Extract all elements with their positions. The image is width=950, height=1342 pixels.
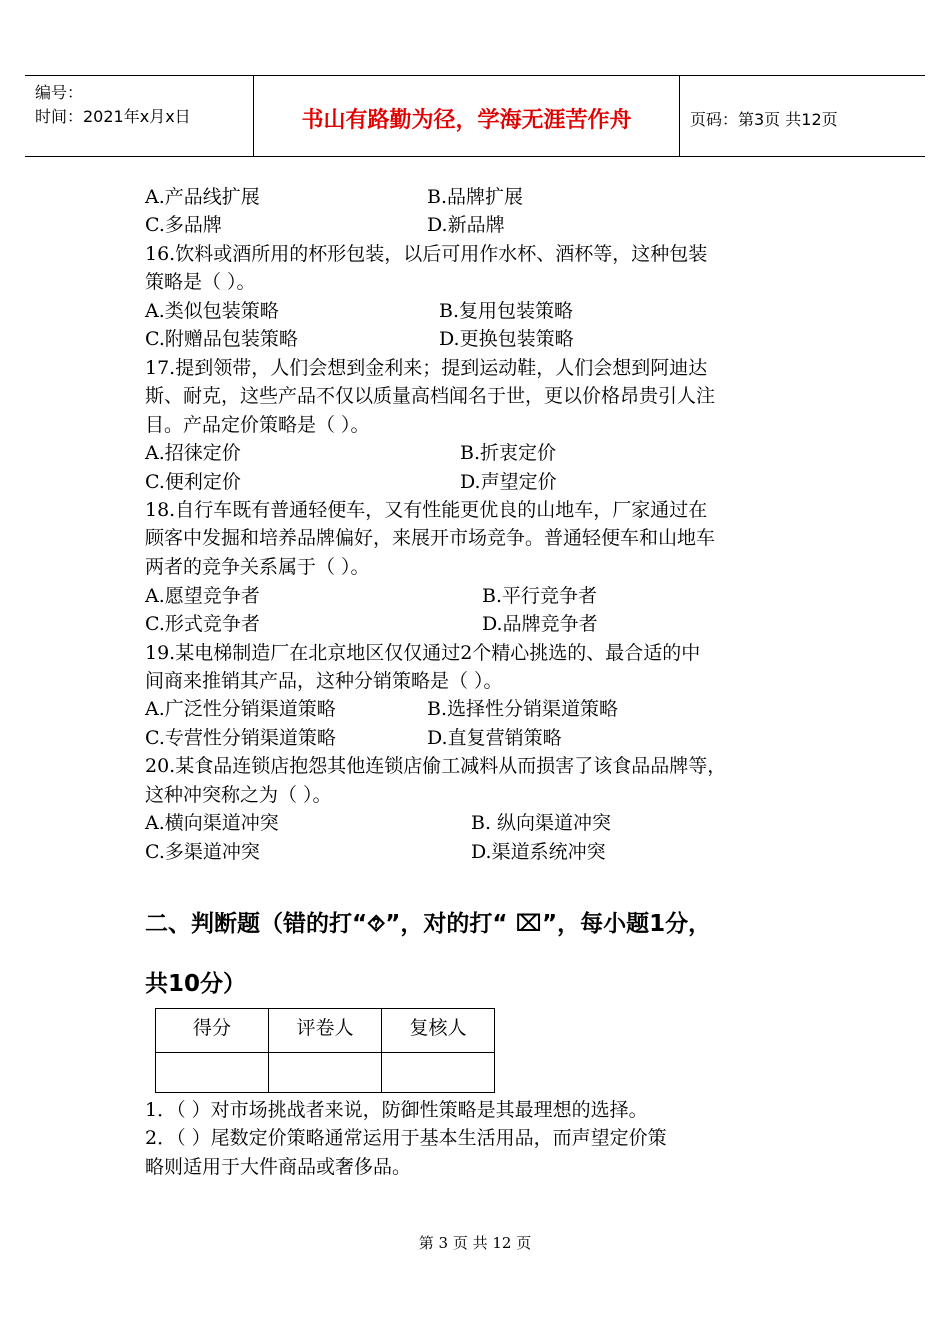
header-page-cell xyxy=(680,76,925,156)
header-motto-cell xyxy=(254,76,680,156)
score-cell[interactable] xyxy=(156,1053,269,1093)
score-table xyxy=(155,1008,495,1093)
tf-item-2-cont: 略则适用于大件商品或奢侈品。 xyxy=(145,1156,412,1178)
option-c: C.多品牌 xyxy=(145,214,222,236)
grader-header: 评卷人 xyxy=(269,1009,382,1053)
page-footer: 第 3 页 共 12 页 xyxy=(418,1234,532,1252)
question-stem-line: 顾客中发掘和培养品牌偏好，来展开市场竞争。普通轻便车和山地车 xyxy=(145,527,716,549)
reviewer-cell[interactable] xyxy=(382,1053,495,1093)
question-stem-line: 两者的竞争关系属于（ ）。 xyxy=(145,556,370,578)
question-stem-line: 17.提到领带，人们会想到金利来；提到运动鞋，人们会想到阿迪达 xyxy=(145,357,708,379)
question-stem-line: 19.某电梯制造厂在北京地区仅仅通过2个精心挑选的、最合适的中 xyxy=(145,642,701,664)
option-c: C.便利定价 xyxy=(145,471,241,493)
option-a: A.愿望竞争者 xyxy=(145,585,260,607)
option-c: C.专营性分销渠道策略 xyxy=(145,727,336,749)
option-b: B.品牌扩展 xyxy=(427,186,524,208)
option-c: C.多渠道冲突 xyxy=(145,841,260,863)
option-a: A.广泛性分销渠道策略 xyxy=(145,698,336,720)
option-c: C.附赠品包装策略 xyxy=(145,328,298,350)
option-c: C.形式竞争者 xyxy=(145,613,260,635)
question-stem-line: 20.某食品连锁店抱怨其他连锁店偷工减料从而损害了该食品品牌等， xyxy=(145,755,727,777)
option-a: A.产品线扩展 xyxy=(145,186,260,208)
option-d: D.直复营销策略 xyxy=(427,727,562,749)
option-d: D.更换包装策略 xyxy=(439,328,574,350)
section-heading: 二、判断题（错的打“⯑”，对的打“ ⌧”，每小题1分， xyxy=(145,911,712,937)
section-heading-cont: 共10分） xyxy=(145,971,247,997)
question-stem-line: 斯、耐克，这些产品不仅以质量高档闻名于世，更以价格昂贵引人注 xyxy=(145,385,716,407)
tf-item-1: 1．（ ）对市场挑战者来说，防御性策略是其最理想的选择。 xyxy=(145,1099,648,1121)
question-stem-line: 间商来推销其产品，这种分销策略是（ ）。 xyxy=(145,670,503,692)
option-d: D.品牌竞争者 xyxy=(482,613,598,635)
page-header xyxy=(25,75,925,157)
serial-label: 编号： xyxy=(35,83,84,102)
option-d: D.新品牌 xyxy=(427,214,505,236)
option-d: D.声望定价 xyxy=(460,471,557,493)
option-b: B. 纵向渠道冲突 xyxy=(471,812,612,834)
question-stem-line: 目。产品定价策略是（ ）。 xyxy=(145,414,370,436)
grader-cell[interactable] xyxy=(269,1053,382,1093)
page-info: 页码：第3页 共12页 xyxy=(690,110,838,129)
option-d: D.渠道系统冲突 xyxy=(471,841,606,863)
question-stem-line: 16.饮料或酒所用的杯形包装，以后可用作水杯、酒杯等，这种包装 xyxy=(145,243,708,265)
score-header: 得分 xyxy=(156,1009,269,1053)
option-b: B.复用包装策略 xyxy=(439,300,574,322)
motto: 书山有路勤为径，学海无涯苦作舟 xyxy=(301,108,632,133)
option-b: B.选择性分销渠道策略 xyxy=(427,698,619,720)
header-left-cell xyxy=(25,76,254,156)
option-a: A.招徕定价 xyxy=(145,442,241,464)
question-stem-line: 18.自行车既有普通轻便车，又有性能更优良的山地车，厂家通过在 xyxy=(145,499,708,521)
option-a: A.横向渠道冲突 xyxy=(145,812,279,834)
time-label: 时间：2021年x月x日 xyxy=(35,107,191,126)
question-stem-line: 策略是（ ）。 xyxy=(145,271,256,293)
reviewer-header: 复核人 xyxy=(382,1009,495,1053)
question-stem-line: 这种冲突称之为（ ）。 xyxy=(145,784,332,806)
option-b: B.平行竞争者 xyxy=(482,585,598,607)
option-a: A.类似包装策略 xyxy=(145,300,279,322)
tf-item-2: 2．（ ）尾数定价策略通常运用于基本生活用品，而声望定价策 xyxy=(145,1127,667,1149)
option-b: B.折衷定价 xyxy=(460,442,557,464)
